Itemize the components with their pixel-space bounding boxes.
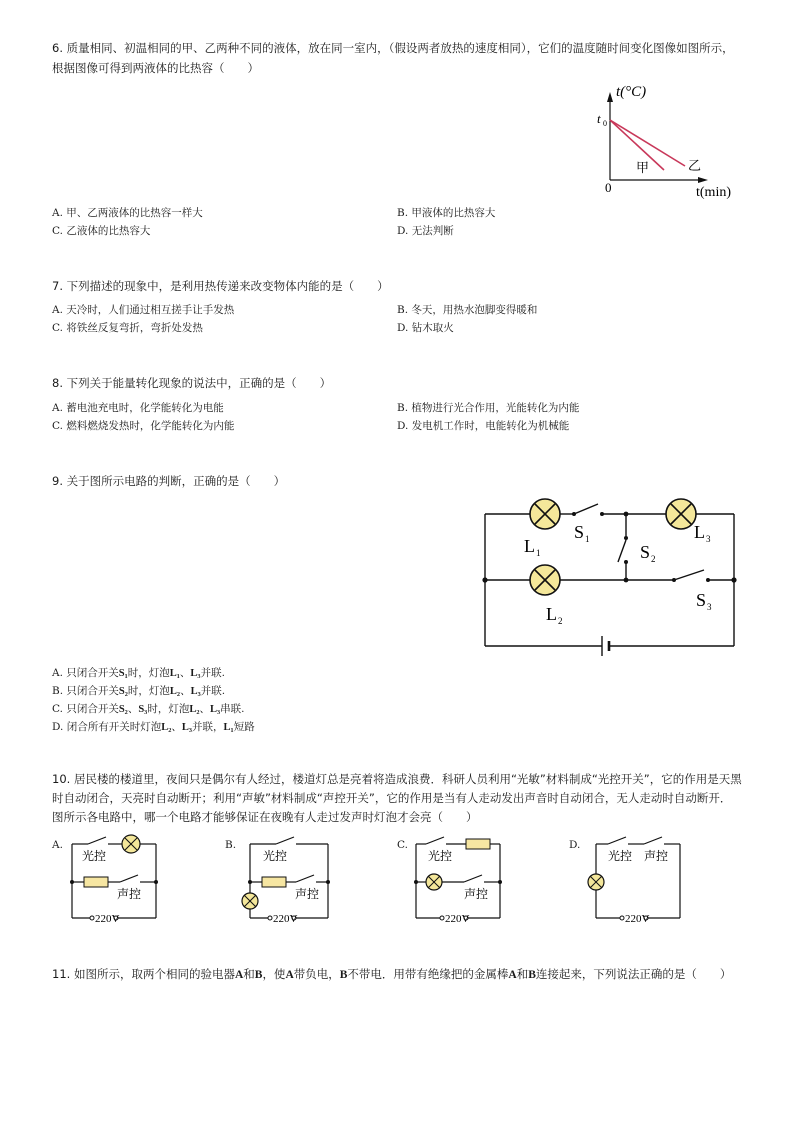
q11-text: ，使 (262, 967, 286, 981)
resistor-icon (262, 877, 286, 887)
electroscope-b: B (339, 969, 348, 981)
graph-label-jia: 甲 (636, 160, 650, 175)
switch-symbol: S₂ (118, 704, 128, 715)
switch-symbol: S₁ (118, 668, 128, 679)
graph-y-label: t(°C) (616, 84, 647, 100)
option-label: A. (52, 667, 63, 679)
q9-option-c[interactable] (52, 700, 245, 719)
lamp-symbol: L₁ (169, 668, 180, 679)
separator: 、 (179, 667, 191, 679)
option-label: C. (52, 703, 63, 715)
option-text: 短路 (233, 721, 255, 733)
label-l2-sub: 2 (558, 616, 563, 626)
option-text: 并联. (200, 667, 225, 679)
q11-text: 和 (243, 967, 255, 981)
switch-symbol: S₂ (118, 686, 128, 697)
option-text: 只闭合开关 (66, 685, 119, 697)
q9-option-a[interactable] (52, 664, 225, 683)
lamp-icon (122, 835, 140, 853)
lamp-icon (588, 874, 604, 890)
graph-t0-sub: 0 (603, 119, 607, 128)
q8-option-b[interactable]: B. 植物进行光合作用，光能转化为内能 (397, 402, 580, 414)
q11-text: 连接起来，下列说法正确的是（ ） (535, 967, 732, 981)
option-label: B. (52, 685, 64, 697)
lamp-symbol: L₂ (161, 722, 172, 733)
light-switch-label: 光控 (608, 849, 633, 863)
electroscope-a: A (508, 969, 517, 981)
light-switch-label: 光控 (428, 849, 453, 863)
voltage-label: 220V (273, 913, 298, 925)
sound-switch-label: 声控 (464, 887, 489, 901)
option-text: 时，灯泡 (127, 667, 170, 679)
q11-text: 11. 如图所示，取两个相同的验电器 (52, 967, 235, 981)
lamp-icon (426, 874, 442, 890)
q11-text: 和 (516, 967, 529, 981)
lamp-l2-icon (530, 565, 560, 595)
option-text: 时，灯泡 (147, 703, 190, 715)
switch-s3-blade (674, 570, 704, 580)
lamp-symbol: L₂ (169, 686, 181, 697)
q8-option-d[interactable]: D. 发电机工作时，电能转化为机械能 (397, 420, 570, 432)
label-l2: L (546, 604, 557, 624)
q10-option-a-label[interactable]: A. (52, 839, 63, 851)
q6-stem: 6. 质量相同、初温相同的甲、乙两种不同的液体，放在同一室内，（假设两者放热的速度相同），它们的温度随时间变化图像如图所示，根据图像可得到两液体的比热容（ ） (52, 41, 734, 75)
separator: 、 (127, 703, 139, 715)
q10-circuit-b[interactable] (234, 832, 340, 932)
label-s3-sub: 3 (707, 602, 712, 612)
sound-switch-label: 声控 (117, 887, 142, 901)
separator: 、 (171, 721, 182, 733)
q7-option-c[interactable]: C. 将铁丝反复弯折，弯折处发热 (52, 322, 203, 334)
lamp-symbol: L₃ (190, 686, 201, 697)
q6-option-c[interactable]: C. 乙液体的比热容大 (52, 225, 151, 237)
graph-label-yi: 乙 (688, 158, 702, 173)
q10-option-d-label[interactable]: D. (569, 839, 581, 851)
label-s2: S (640, 542, 651, 562)
y-arrow-icon (607, 92, 613, 102)
graph-x-label: t(min) (696, 185, 731, 200)
lamp-symbol: L₁ (223, 722, 234, 733)
label-s1-sub: 1 (585, 534, 590, 544)
resistor-icon (466, 839, 490, 849)
graph-t0-label: t (597, 111, 601, 126)
label-s3: S (696, 590, 707, 610)
lamp-l3-icon (666, 499, 696, 529)
option-text: 并联. (200, 685, 226, 697)
label-l1-sub: 1 (536, 548, 541, 558)
option-text: 只闭合开关 (66, 703, 119, 715)
q11-text: 不带电．用带有绝缘把的金属棒 (347, 967, 509, 981)
lamp-symbol: L₃ (190, 668, 201, 679)
q8-option-c[interactable]: C. 燃料燃烧发热时，化学能转化为内能 (52, 420, 235, 432)
electroscope-a: A (234, 969, 244, 981)
label-l3: L (694, 522, 705, 542)
separator: 、 (180, 685, 191, 697)
q6-temperature-graph (588, 80, 748, 204)
lamp-l1-icon (530, 499, 560, 529)
graph-origin: 0 (605, 180, 612, 195)
electroscope-a: A (285, 969, 294, 981)
q6-option-b[interactable]: B. 甲液体的比热容大 (397, 207, 496, 219)
q11-text: 带负电， (293, 967, 340, 981)
label-l3-sub: 3 (706, 534, 711, 544)
q10-option-b-label[interactable]: B. (225, 839, 237, 851)
label-l1: L (524, 536, 535, 556)
q11-stem (52, 964, 742, 985)
option-text: 闭合所有开关时灯泡 (66, 721, 162, 733)
voltage-label: 220V (625, 913, 650, 925)
q8-option-a[interactable]: A. 蓄电池充电时，化学能转化为电能 (52, 402, 224, 414)
light-switch-label: 光控 (263, 849, 288, 863)
electroscope-b: B (254, 969, 263, 981)
resistor-icon (84, 877, 108, 887)
q6-option-d[interactable]: D. 无法判断 (397, 225, 454, 237)
q8-stem: 8. 下列关于能量转化现象的说法中，正确的是（ ） (52, 376, 332, 390)
lamp-symbol: L₃ (181, 722, 193, 733)
lamp-symbol: L₃ (210, 704, 221, 715)
q7-option-a[interactable]: A. 天冷时，人们通过相互搓手让手发热 (52, 304, 235, 316)
lamp-symbol: L₂ (189, 704, 200, 715)
sound-switch-label: 声控 (644, 849, 669, 863)
voltage-label: 220V (445, 913, 470, 925)
q9-option-d[interactable] (52, 718, 255, 737)
option-text: 时，灯泡 (127, 685, 170, 697)
label-s1: S (574, 522, 585, 542)
electroscope-b: B (528, 969, 536, 981)
option-text: 并联， (192, 721, 224, 733)
q7-option-d[interactable]: D. 钻木取火 (397, 322, 454, 334)
switch-symbol: S₃ (138, 704, 148, 715)
q10-circuit-a[interactable] (62, 832, 168, 932)
sound-switch-label: 声控 (295, 887, 320, 901)
option-text: 串联. (220, 703, 245, 715)
label-s2-sub: 2 (651, 554, 656, 564)
option-text: 只闭合开关 (66, 667, 119, 679)
switch-s1-blade (574, 504, 598, 514)
q7-option-b[interactable]: B. 冬天，用热水泡脚变得暖和 (397, 304, 538, 316)
light-switch-label: 光控 (82, 849, 107, 863)
q10-circuit-d[interactable] (580, 832, 690, 932)
voltage-label: 220V (95, 913, 120, 925)
switch-s2-blade (618, 540, 626, 562)
lamp-icon (242, 893, 258, 909)
x-arrow-icon (698, 177, 708, 183)
q7-stem: 7. 下列描述的现象中，是利用热传递来改变物体内能的是（ ） (52, 279, 389, 293)
q10-circuit-c[interactable] (406, 832, 512, 932)
q10-option-c-label[interactable]: C. (397, 839, 408, 851)
q10-stem: 10. 居民楼的楼道里，夜间只是偶尔有人经过，楼道灯总是亮着将造成浪费．科研人员利用“光敏”材料制成“光控开关”，它的作用是天黑时自动闭合，天亮时自动断开；利用“声敏”材料制成“声控开关”，它的作用是当有人走动发出声音时自动闭合，无人走动时自动断开．图所示各电路中，哪一个电路才能够保证在夜晚有人走过发声时灯泡才会亮（ ） (52, 772, 742, 824)
q6-option-a[interactable]: A. 甲、乙两液体的比热容一样大 (52, 207, 203, 219)
q9-circuit-diagram (478, 496, 744, 662)
separator: 、 (199, 703, 210, 715)
q9-stem: 9. 关于图所示电路的判断，正确的是（ ） (52, 474, 286, 488)
q9-option-b[interactable] (52, 682, 225, 701)
option-label: D. (52, 721, 64, 733)
